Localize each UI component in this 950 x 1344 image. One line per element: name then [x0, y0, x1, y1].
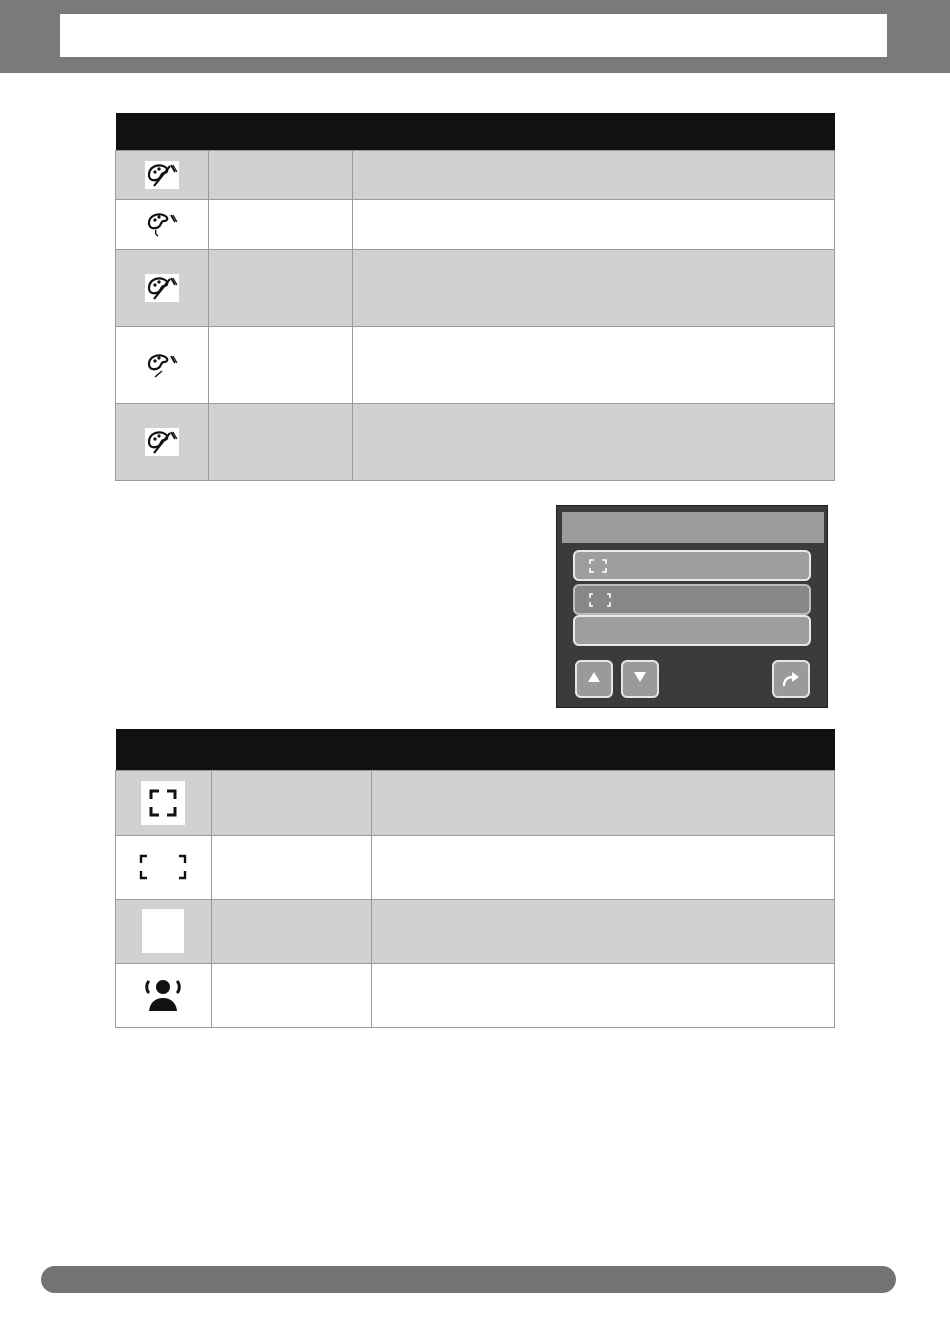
table1-row-name — [208, 249, 352, 326]
table1-row-name — [208, 199, 352, 249]
table2-row-description — [371, 770, 834, 835]
table2-row-description — [371, 899, 834, 963]
camera-menu-title-bar — [562, 512, 824, 543]
camera-menu-screen — [556, 505, 828, 708]
color-palette-slash-icon — [145, 274, 179, 302]
table2-row-name — [211, 899, 371, 963]
table1-row-description — [352, 199, 834, 249]
table2-row-name — [211, 963, 371, 1027]
table1-row-description — [352, 249, 834, 326]
down-button[interactable] — [621, 660, 659, 698]
table1-header-description — [352, 113, 834, 150]
table2-row-description — [371, 835, 834, 899]
footer-bar — [41, 1266, 896, 1293]
table1-row-description — [352, 403, 834, 480]
up-arrow-icon — [587, 671, 601, 683]
focus-bracket-icon — [589, 559, 607, 573]
focus-settings-table — [115, 729, 835, 1028]
table2-header-setting — [116, 729, 372, 770]
table-row — [116, 403, 835, 480]
header-title-box — [60, 14, 887, 57]
table2-header-description — [371, 729, 834, 770]
header-band — [0, 0, 950, 73]
table1-row-name — [208, 326, 352, 403]
table-row — [116, 899, 835, 963]
table-row — [116, 150, 835, 199]
wide-focus-bracket-icon — [138, 852, 188, 882]
blank-icon — [142, 909, 184, 953]
table2-row-name — [211, 770, 371, 835]
table-row — [116, 326, 835, 403]
table-row — [116, 770, 835, 835]
camera-menu-item-focus[interactable] — [573, 550, 811, 581]
focus-bracket-icon — [141, 781, 185, 825]
table1-header-setting — [116, 113, 353, 150]
table1-row-name — [208, 403, 352, 480]
table-row — [116, 249, 835, 326]
table-row — [116, 199, 835, 249]
face-detection-icon — [141, 975, 185, 1015]
camera-menu-item-wide-focus[interactable] — [573, 584, 811, 615]
color-settings-table — [115, 113, 835, 481]
color-palette-slash-icon — [145, 428, 179, 456]
color-palette-icon — [145, 210, 179, 238]
up-button[interactable] — [575, 660, 613, 698]
color-palette-icon — [145, 351, 179, 379]
table-row — [116, 963, 835, 1027]
wide-focus-bracket-icon — [589, 593, 611, 607]
table-row — [116, 835, 835, 899]
table1-row-description — [352, 326, 834, 403]
table2-row-name — [211, 835, 371, 899]
return-arrow-icon — [782, 671, 800, 687]
table1-row-name — [208, 150, 352, 199]
table1-row-description — [352, 150, 834, 199]
color-palette-slash-icon — [145, 161, 179, 189]
return-button[interactable] — [772, 660, 810, 698]
camera-menu-item-off[interactable] — [573, 615, 811, 646]
down-arrow-icon — [633, 671, 647, 683]
table2-row-description — [371, 963, 834, 1027]
